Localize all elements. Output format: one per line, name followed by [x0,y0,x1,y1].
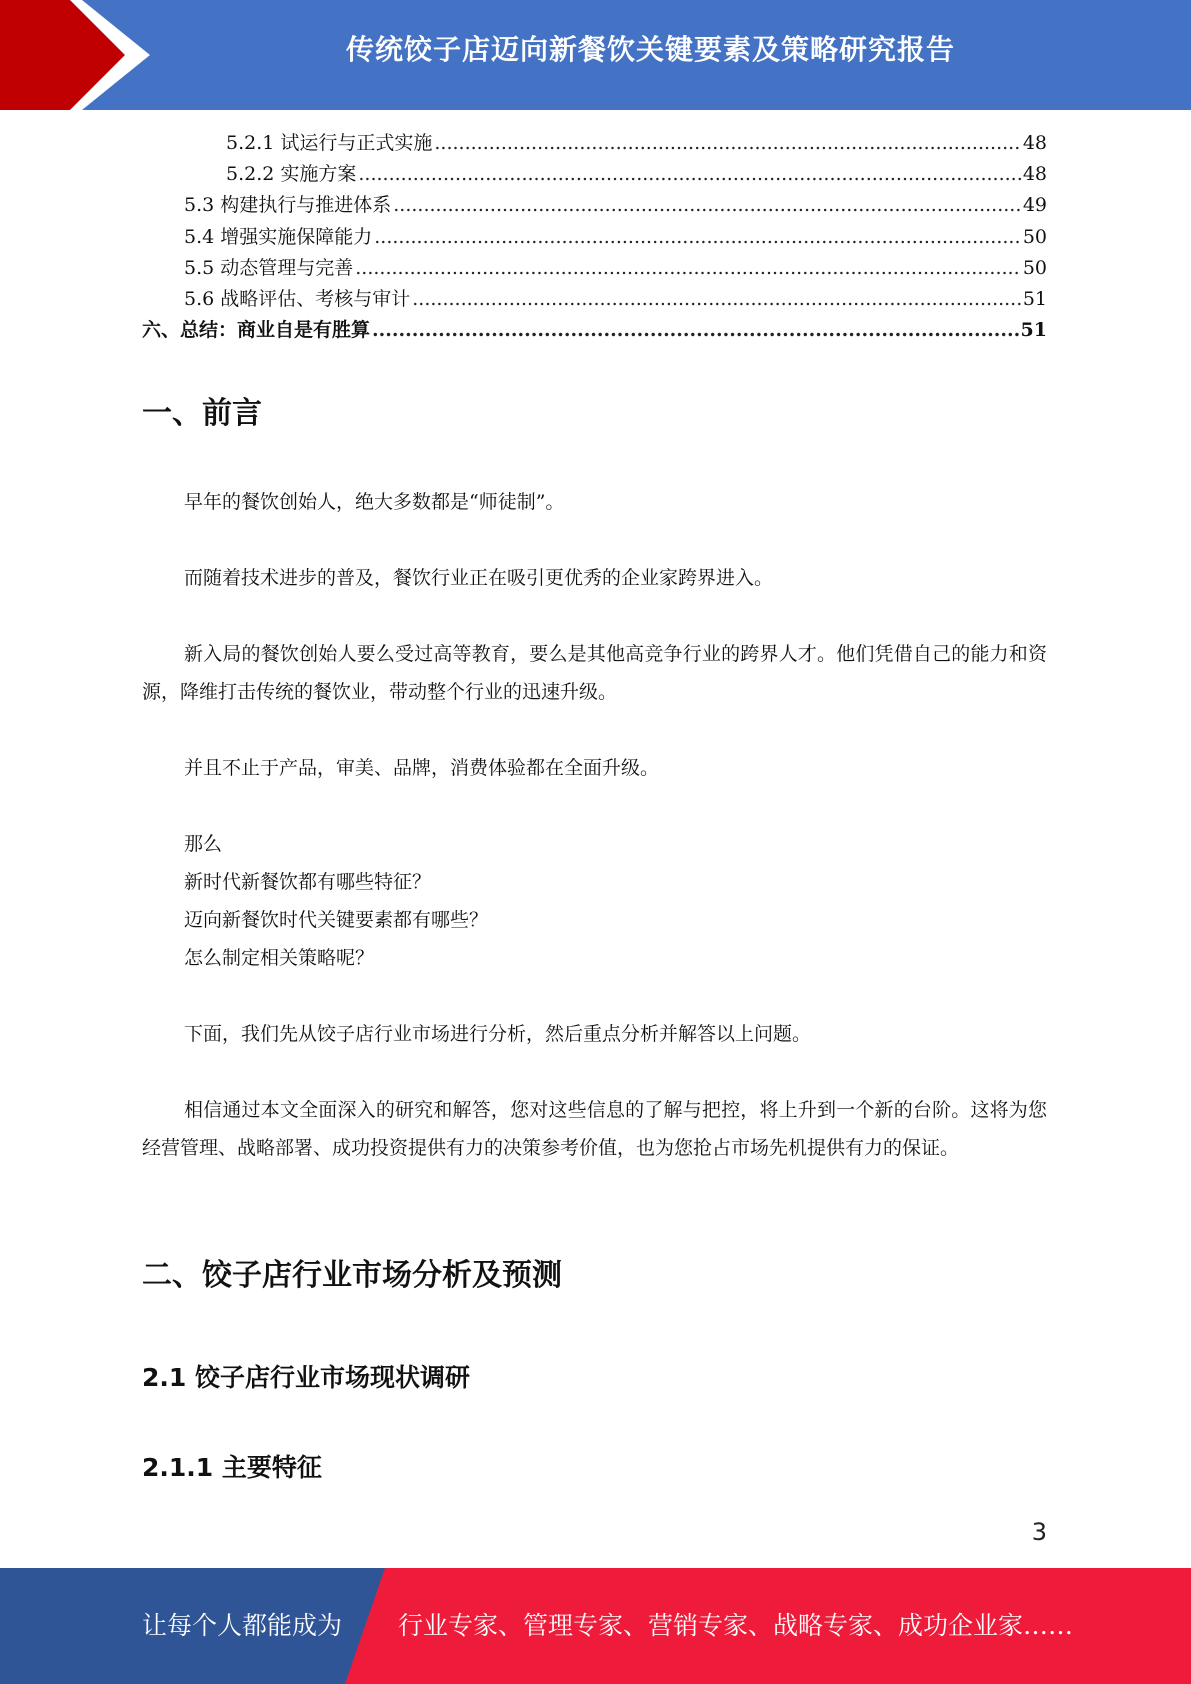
toc-entry-label: 5.2.1 试运行与正式实施 [226,132,433,154]
body-paragraph: 新入局的餐饮创始人要么受过高等教育，要么是其他高竞争行业的跨界人才。他们凭借自己的能力和资源，降维打击传统的餐饮业，带动整个行业的迅速升级。 [142,643,1047,703]
toc-entry[interactable] [142,159,1047,190]
table-of-contents [142,128,1047,346]
page-number: 3 [1031,1518,1047,1546]
body-paragraph: 而随着技术进步的普及，餐饮行业正在吸引更优秀的企业家跨界进入。 [184,567,774,589]
toc-entry-label: 5.5 动态管理与完善 [184,256,354,279]
toc-entry-page: 50 [1022,225,1047,248]
footer-slogan-right: 行业专家、管理专家、营销专家、战略专家、成功企业家…… [398,1611,1074,1640]
toc-entry-page: 51 [1022,287,1047,310]
footer-slogan-left: 让每个人都能成为 [142,1611,343,1640]
header-bar [0,0,1191,110]
toc-entry[interactable] [142,128,1047,159]
section-heading-market-analysis: 二、饺子店行业市场分析及预测 [142,1258,562,1293]
toc-entry[interactable] [142,222,1047,253]
body-paragraph: 下面，我们先从饺子店行业市场进行分析，然后重点分析并解答以上问题。 [184,1023,812,1045]
toc-entry-label: 5.6 战略评估、考核与审计 [184,287,411,310]
question-line: 迈向新餐饮时代关键要素都有哪些？ [184,909,489,931]
question-line: 新时代新餐饮都有哪些特征？ [184,871,432,893]
subsection-heading: 2.1 饺子店行业市场现状调研 [142,1363,470,1392]
toc-leader [355,253,1021,284]
toc-leader [393,190,1021,221]
question-line: 怎么制定相关策略呢？ [184,947,375,969]
toc-entry[interactable] [142,284,1047,315]
section-heading-preface: 一、前言 [142,396,262,431]
toc-entry-page: 51 [1020,319,1047,342]
toc-leader [374,222,1021,253]
toc-entry-page: 48 [1022,132,1047,154]
toc-entry-label: 六、总结：商业自是有胜算 [142,319,371,342]
toc-leader [412,284,1021,315]
toc-leader [372,315,1019,346]
question-line: 那么 [184,833,223,855]
toc-entry[interactable] [142,253,1047,284]
body-paragraph: 早年的餐饮创始人，绝大多数都是“师徒制”。 [184,491,565,513]
question-list [142,825,1047,977]
header-chevron-icon [0,0,160,110]
report-title: 传统饺子店迈向新餐饮关键要素及策略研究报告 [345,33,955,66]
toc-leader [358,159,1020,190]
toc-entry-page: 48 [1022,163,1047,186]
subsubsection-heading: 2.1.1 主要特征 [142,1453,322,1482]
toc-entry-label: 5.3 构建执行与推进体系 [184,194,392,217]
toc-entry[interactable] [142,190,1047,221]
footer-bar [0,1568,1191,1684]
toc-entry[interactable] [142,315,1047,346]
body-paragraph: 相信通过本文全面深入的研究和解答，您对这些信息的了解与把控，将上升到一个新的台阶。这将为您经营管理、战略部署、成功投资提供有力的决策参考价值，也为您抢占市场先机提供有力的保证。 [142,1099,1047,1159]
toc-entry-label: 5.2.2 实施方案 [226,163,357,186]
toc-leader [434,128,1020,159]
body-paragraph: 并且不止于产品，审美、品牌，消费体验都在全面升级。 [184,757,660,779]
toc-entry-label: 5.4 增强实施保障能力 [184,225,373,248]
toc-entry-page: 50 [1022,256,1047,279]
toc-entry-page: 49 [1022,194,1047,217]
